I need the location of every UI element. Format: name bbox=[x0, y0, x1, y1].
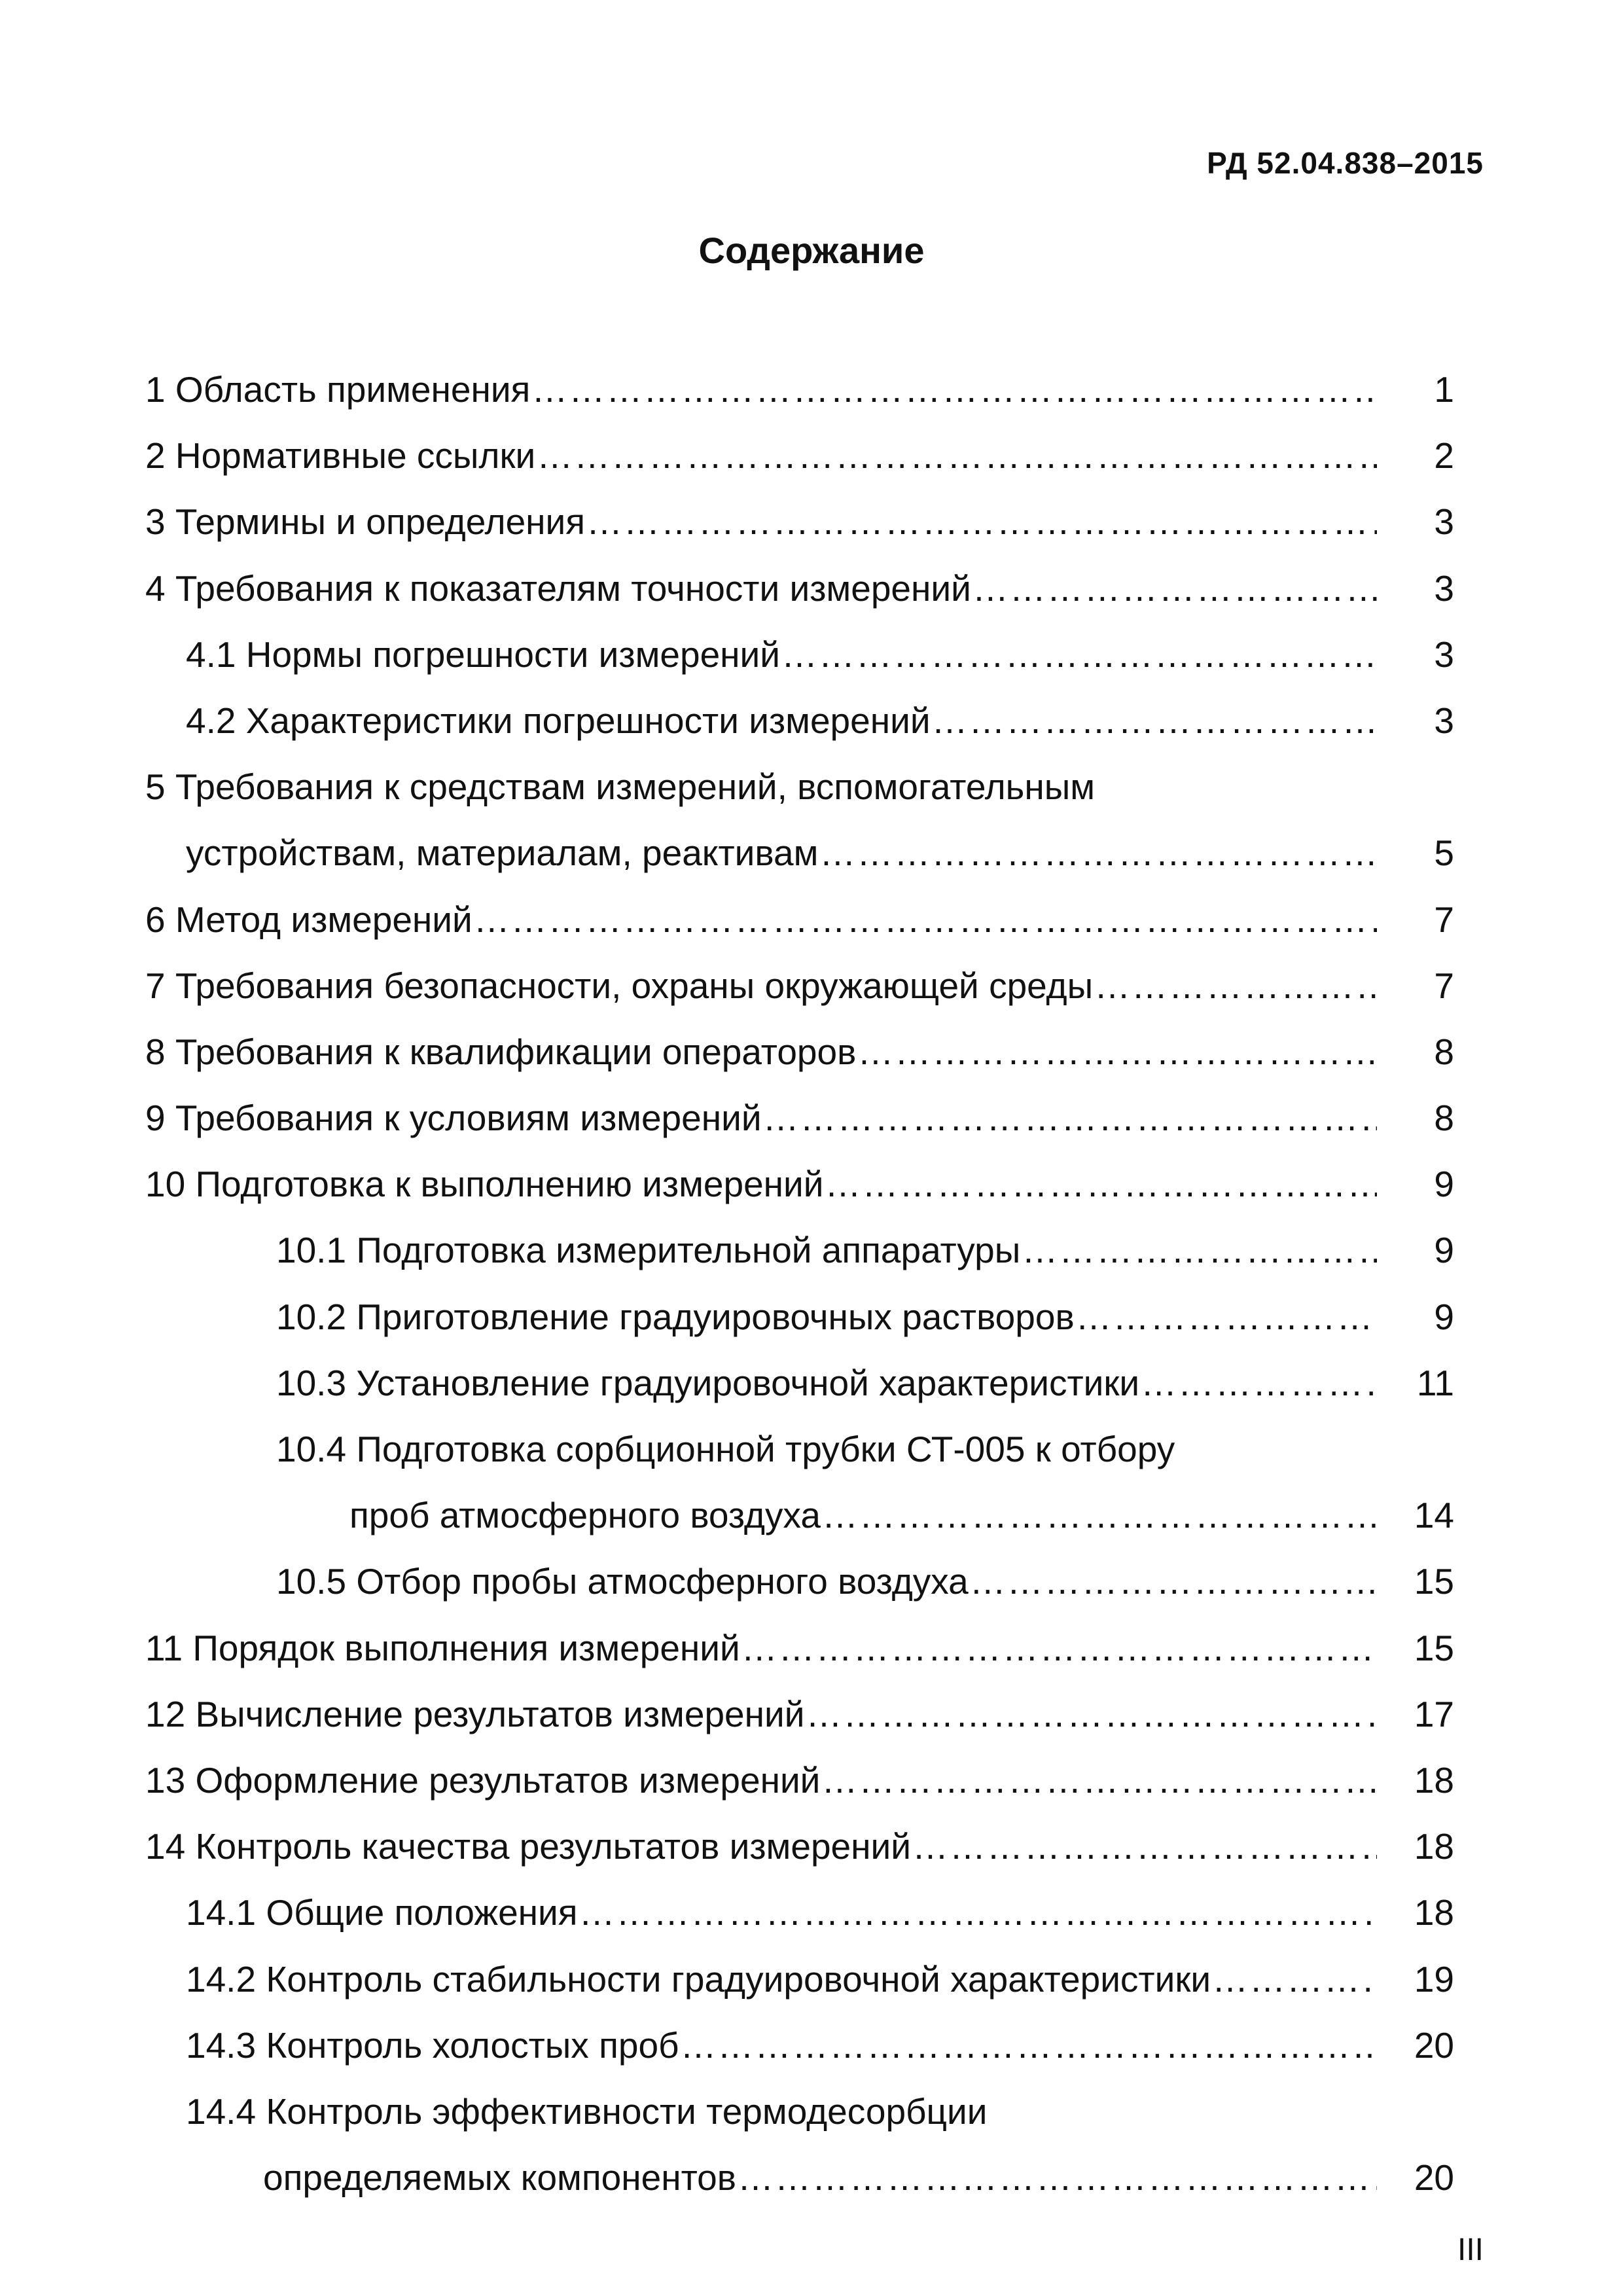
toc-page-number: 18 bbox=[1414, 1892, 1454, 1933]
toc-page-number: 8 bbox=[1434, 1031, 1454, 1072]
toc-entry-14-1[interactable] bbox=[145, 1880, 1454, 1946]
toc-entry-label: 9 Требования к условиям измерений bbox=[145, 1098, 762, 1139]
toc-entry-label: проб атмосферного воздуха bbox=[349, 1495, 821, 1536]
toc-entry-label: 4 Требования к показателям точности измерений bbox=[145, 567, 971, 609]
toc-entry-2[interactable] bbox=[145, 423, 1454, 489]
toc-entry-10[interactable] bbox=[145, 1151, 1454, 1217]
dot-leader bbox=[825, 1151, 1378, 1217]
toc-entry-11[interactable] bbox=[145, 1615, 1454, 1681]
toc-entry-12[interactable] bbox=[145, 1681, 1454, 1748]
toc-entry-5-line2[interactable] bbox=[145, 820, 1454, 886]
dot-leader bbox=[579, 1880, 1377, 1946]
toc-entry-label: 10.4 Подготовка сорбционной трубки СТ-005 к отбору bbox=[276, 1429, 1175, 1469]
dot-leader bbox=[738, 2145, 1377, 2211]
toc-entry-label: 14 Контроль качества результатов измерений bbox=[145, 1826, 911, 1867]
dot-leader bbox=[932, 688, 1377, 754]
table-of-contents bbox=[145, 357, 1454, 2211]
toc-entry-label: 4.1 Нормы погрешности измерений bbox=[186, 634, 780, 675]
toc-page-number: 7 bbox=[1434, 965, 1454, 1006]
toc-entry-10-3[interactable] bbox=[145, 1350, 1454, 1416]
toc-entry-1[interactable] bbox=[145, 357, 1454, 423]
toc-page-number: 11 bbox=[1416, 1362, 1454, 1403]
dot-leader bbox=[474, 887, 1377, 953]
document-code: РД 52.04.838–2015 bbox=[1207, 146, 1484, 180]
toc-entry-label: 10.1 Подготовка измерительной аппаратуры bbox=[276, 1230, 1021, 1271]
dot-leader bbox=[1212, 1946, 1377, 2013]
toc-entry-6[interactable] bbox=[145, 887, 1454, 953]
dot-leader bbox=[912, 1814, 1377, 1880]
page-number: III bbox=[1457, 2233, 1484, 2267]
toc-entry-10-4-line2[interactable] bbox=[145, 1482, 1454, 1549]
toc-page-number: 3 bbox=[1434, 634, 1454, 675]
toc-page-number: 18 bbox=[1414, 1759, 1454, 1801]
toc-entry-14[interactable] bbox=[145, 1814, 1454, 1880]
toc-page-number: 15 bbox=[1414, 1561, 1454, 1602]
dot-leader bbox=[1094, 953, 1377, 1019]
toc-page-number: 3 bbox=[1434, 567, 1454, 609]
toc-page-number: 1 bbox=[1434, 369, 1454, 410]
toc-entry-13[interactable] bbox=[145, 1748, 1454, 1814]
dot-leader bbox=[821, 1748, 1377, 1814]
toc-entry-label: 14.4 Контроль эффективности термодесорбции bbox=[186, 2090, 988, 2132]
toc-page-number: 18 bbox=[1414, 1826, 1454, 1867]
toc-page-number: 14 bbox=[1414, 1495, 1454, 1536]
dot-leader bbox=[531, 357, 1377, 423]
dot-leader bbox=[857, 1019, 1377, 1085]
toc-entry-5-line1[interactable] bbox=[145, 754, 1454, 820]
toc-entry-14-3[interactable] bbox=[145, 2013, 1454, 2079]
dot-leader bbox=[1141, 1350, 1377, 1416]
toc-entry-10-2[interactable] bbox=[145, 1284, 1454, 1350]
dot-leader bbox=[970, 1549, 1377, 1615]
toc-entry-label: 10.5 Отбор пробы атмосферного воздуха bbox=[276, 1561, 969, 1602]
toc-entry-label: 4.2 Характеристики погрешности измерений bbox=[186, 700, 931, 741]
dot-leader bbox=[741, 1615, 1377, 1681]
toc-entry-4-2[interactable] bbox=[145, 688, 1454, 754]
toc-entry-4[interactable] bbox=[145, 556, 1454, 622]
toc-page-number: 15 bbox=[1414, 1627, 1454, 1668]
toc-page-number: 9 bbox=[1434, 1164, 1454, 1205]
dot-leader bbox=[822, 1482, 1377, 1549]
toc-entry-label: 1 Область применения bbox=[145, 369, 531, 410]
dot-leader bbox=[806, 1681, 1377, 1748]
toc-entry-8[interactable] bbox=[145, 1019, 1454, 1085]
toc-entry-14-4-line1[interactable] bbox=[145, 2079, 1454, 2145]
dot-leader bbox=[781, 622, 1377, 688]
toc-page-number: 20 bbox=[1414, 2157, 1454, 2198]
dot-leader bbox=[819, 820, 1377, 886]
toc-page-number: 19 bbox=[1414, 1958, 1454, 2000]
dot-leader bbox=[586, 489, 1377, 555]
toc-entry-4-1[interactable] bbox=[145, 622, 1454, 688]
toc-page-number: 20 bbox=[1414, 2024, 1454, 2066]
toc-page-number: 3 bbox=[1434, 700, 1454, 741]
toc-page-number: 2 bbox=[1434, 435, 1454, 476]
toc-entry-label: 10.3 Установление градуировочной характеристики bbox=[276, 1362, 1140, 1403]
toc-page-number: 8 bbox=[1434, 1098, 1454, 1139]
toc-entry-label: 5 Требования к средствам измерений, вспомогательным bbox=[145, 766, 1096, 808]
toc-entry-label: 10 Подготовка к выполнению измерений bbox=[145, 1164, 824, 1205]
toc-entry-label: устройствам, материалам, реактивам bbox=[186, 833, 819, 874]
toc-entry-10-1[interactable] bbox=[145, 1217, 1454, 1283]
toc-entry-label: 12 Вычисление результатов измерений bbox=[145, 1693, 805, 1734]
dot-leader bbox=[1076, 1284, 1377, 1350]
toc-page-number: 3 bbox=[1434, 501, 1454, 543]
dot-leader bbox=[1022, 1217, 1377, 1283]
toc-entry-14-2[interactable] bbox=[145, 1946, 1454, 2013]
toc-entry-10-4-line1[interactable] bbox=[145, 1416, 1454, 1482]
toc-page-number: 9 bbox=[1434, 1230, 1454, 1271]
toc-entry-label: 10.2 Приготовление градуировочных растворов bbox=[276, 1296, 1075, 1337]
toc-entry-label: 8 Требования к квалификации операторов bbox=[145, 1031, 857, 1072]
toc-page-number: 17 bbox=[1414, 1693, 1454, 1734]
toc-page-number: 9 bbox=[1434, 1296, 1454, 1337]
toc-entry-14-4-line2[interactable] bbox=[145, 2145, 1454, 2211]
dot-leader bbox=[681, 2013, 1377, 2079]
toc-entry-9[interactable] bbox=[145, 1085, 1454, 1151]
toc-entry-7[interactable] bbox=[145, 953, 1454, 1019]
toc-entry-10-5[interactable] bbox=[145, 1549, 1454, 1615]
toc-entry-label: 6 Метод измерений bbox=[145, 899, 473, 940]
dot-leader bbox=[763, 1085, 1377, 1151]
dot-leader bbox=[537, 423, 1377, 489]
page-title: Содержание bbox=[698, 230, 925, 271]
toc-entry-label: 13 Оформление результатов измерений bbox=[145, 1759, 821, 1801]
toc-entry-label: определяемых компонентов bbox=[263, 2157, 736, 2198]
dot-leader bbox=[972, 556, 1377, 622]
toc-entry-label: 14.1 Общие положения bbox=[186, 1892, 578, 1933]
toc-entry-label: 2 Нормативные ссылки bbox=[145, 435, 536, 476]
toc-page-number: 7 bbox=[1434, 899, 1454, 940]
toc-entry-label: 14.2 Контроль стабильности градуировочной характеристики bbox=[186, 1958, 1211, 2000]
toc-page-number: 5 bbox=[1434, 833, 1454, 874]
toc-entry-label: 3 Термины и определения bbox=[145, 501, 586, 543]
toc-entry-3[interactable] bbox=[145, 489, 1454, 555]
toc-entry-label: 11 Порядок выполнения измерений bbox=[145, 1627, 740, 1668]
toc-entry-label: 7 Требования безопасности, охраны окружающей среды bbox=[145, 965, 1094, 1006]
toc-entry-label: 14.3 Контроль холостых проб bbox=[186, 2024, 679, 2066]
